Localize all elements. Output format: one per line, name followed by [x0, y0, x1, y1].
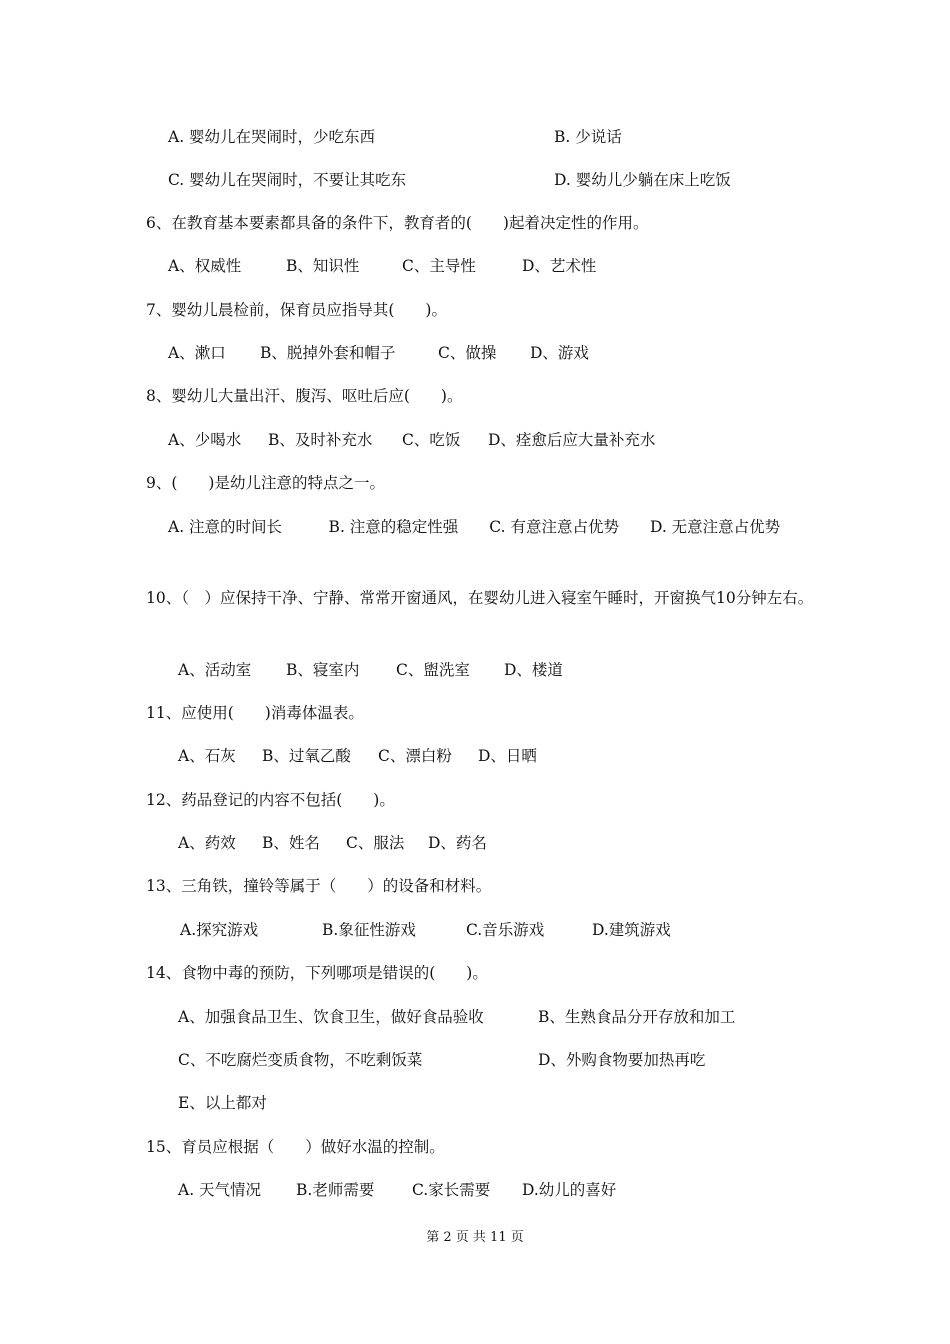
page-footer: 第 2 页 共 11 页	[426, 1230, 524, 1245]
q7-options	[0, 340, 950, 366]
q6-option-b: B、知识性	[286, 257, 360, 275]
q14-option-e: E、以上都对	[178, 1094, 267, 1112]
q12-option-d: D、药名	[428, 834, 487, 852]
q10-option-d: D、楼道	[504, 661, 563, 679]
q11-stem: 11、应使用( )消毒体温表。	[146, 704, 364, 722]
q8-stem: 8、婴幼儿大量出汗、腹泻、呕吐后应( )。	[146, 387, 463, 405]
q6-option-c: C、主导性	[402, 257, 476, 275]
q7-option-d: D、游戏	[530, 344, 589, 362]
q5-option-a: A. 婴幼儿在哭闹时，少吃东西	[168, 128, 376, 146]
q15-option-c: C.家长需要	[412, 1181, 491, 1199]
q7-stem: 7、婴幼儿晨检前，保育员应指导其( )。	[146, 301, 447, 319]
q11-option-c: C、漂白粉	[378, 747, 452, 765]
q10-stem: 10、（ ）应保持干净、宁静、常常开窗通风，在婴幼儿进入寝室午睡时，开窗换气10分钟左右。	[146, 589, 814, 607]
q13-options	[0, 917, 950, 943]
q9-options-text: A. 注意的时间长 B. 注意的稳定性强 C. 有意注意占优势 D. 无意注意占优势	[168, 518, 781, 536]
q8-option-d: D、痊愈后应大量补充水	[488, 431, 656, 449]
q14-option-a: A、加强食品卫生、饮食卫生，做好食品验收	[178, 1008, 484, 1026]
q10-option-a: A、活动室	[178, 661, 252, 679]
q8-option-c: C、吃饭	[402, 431, 461, 449]
q13-option-d: D.建筑游戏	[592, 921, 671, 939]
q9-options	[146, 513, 818, 541]
q7-option-b: B、脱掉外套和帽子	[260, 344, 396, 362]
q15-option-b: B.老师需要	[296, 1181, 375, 1199]
q14-option-d: D、外购食物要加热再吃	[538, 1051, 706, 1069]
q13-option-a: A.探究游戏	[180, 921, 259, 939]
q15-option-d: D.幼儿的喜好	[522, 1181, 617, 1199]
q15-options	[0, 1177, 950, 1203]
q8-option-a: A、少喝水	[168, 431, 242, 449]
q10-option-b: B、寝室内	[286, 661, 360, 679]
q12-option-c: C、服法	[346, 834, 405, 852]
q15-stem: 15、育员应根据（ ）做好水温的控制。	[146, 1138, 445, 1156]
q13-stem: 13、三角铁，撞铃等属于（ ）的设备和材料。	[146, 877, 492, 895]
q11-option-b: B、过氧乙酸	[262, 747, 351, 765]
q11-option-a: A、石灰	[178, 747, 236, 765]
q14-options-row1	[0, 1004, 950, 1030]
q6-option-a: A、权威性	[168, 257, 242, 275]
q15-option-a: A. 天气情况	[178, 1181, 262, 1199]
q12-stem: 12、药品登记的内容不包括( )。	[146, 791, 395, 809]
q13-option-b: B.象征性游戏	[322, 921, 416, 939]
q14-option-b: B、生熟食品分开存放和加工	[538, 1008, 736, 1026]
q5-option-c: C. 婴幼儿在哭闹时，不要让其吃东	[168, 171, 407, 189]
q14-options-row3	[0, 1090, 950, 1116]
q12-options	[0, 830, 950, 856]
q14-option-c: C、不吃腐烂变质食物，不吃剩饭菜	[178, 1051, 423, 1069]
q6-option-d: D、艺术性	[522, 257, 597, 275]
q9-stem: 9、( )是幼儿注意的特点之一。	[146, 474, 385, 492]
q5-options-row1	[0, 124, 950, 150]
q11-option-d: D、日晒	[478, 747, 537, 765]
q6-stem: 6、在教育基本要素都具备的条件下，教育者的( )起着决定性的作用。	[146, 214, 649, 232]
q12-option-a: A、药效	[178, 834, 236, 852]
q6-options	[0, 253, 950, 279]
q10-options	[0, 657, 950, 683]
q13-option-c: C.音乐游戏	[466, 921, 545, 939]
q12-option-b: B、姓名	[262, 834, 320, 852]
q8-option-b: B、及时补充水	[268, 431, 373, 449]
q14-options-row2	[0, 1047, 950, 1073]
q5-option-b: B. 少说话	[554, 128, 622, 146]
q5-options-row2	[0, 167, 950, 193]
q5-option-d: D. 婴幼儿少躺在床上吃饭	[554, 171, 731, 189]
q10-option-c: C、盥洗室	[396, 661, 470, 679]
q11-options	[0, 743, 950, 769]
q8-options	[0, 427, 950, 453]
q7-option-c: C、做操	[438, 344, 497, 362]
q7-option-a: A、漱口	[168, 344, 226, 362]
q14-stem: 14、食物中毒的预防，下列哪项是错误的( )。	[146, 964, 488, 982]
